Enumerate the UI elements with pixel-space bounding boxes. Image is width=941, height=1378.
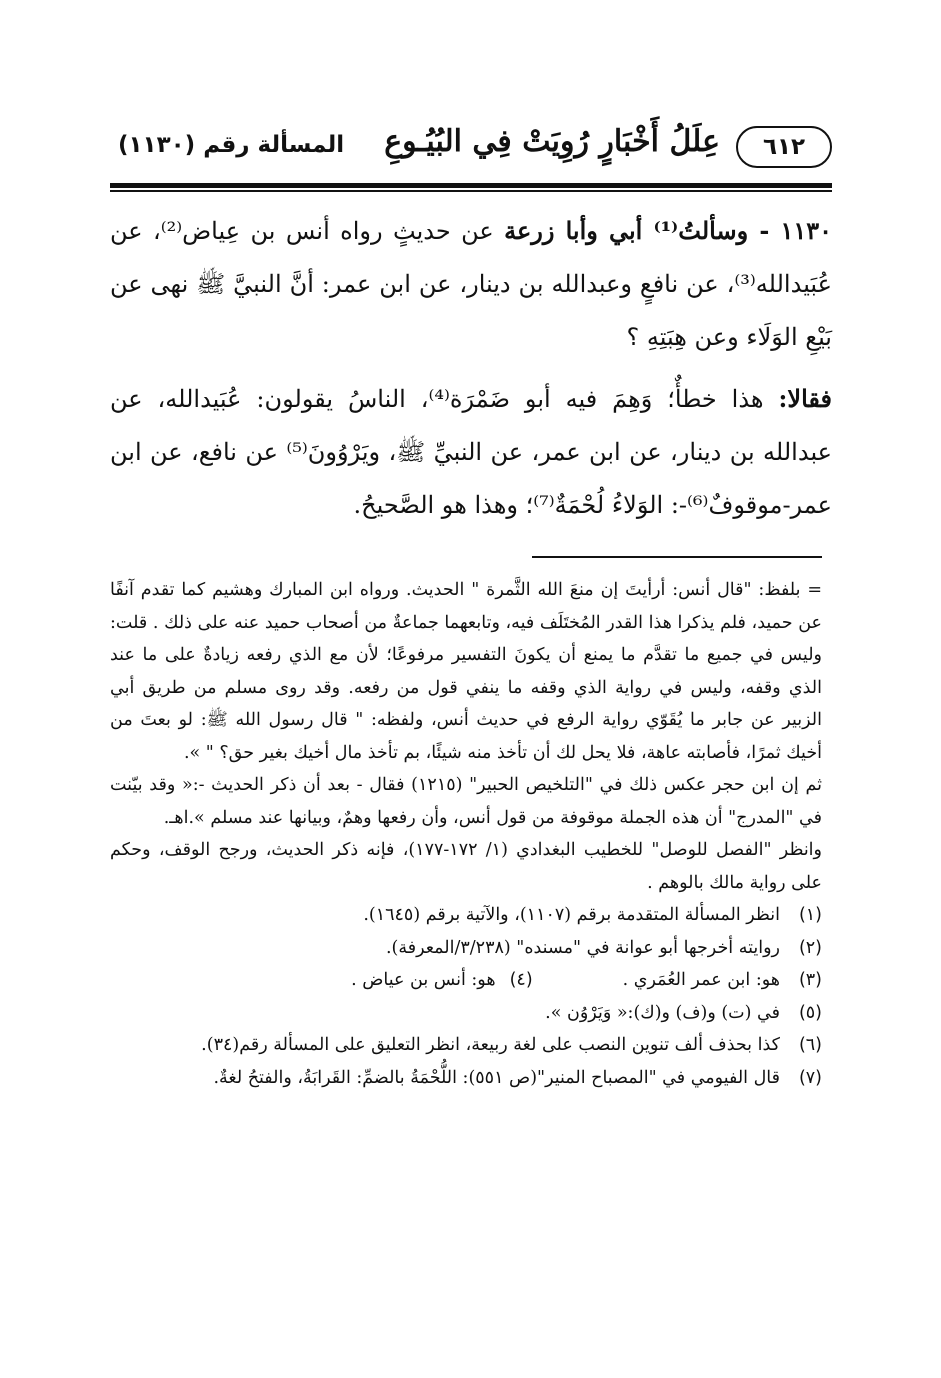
footnote-text: انظر المسألة المتقدمة برقم (١١٠٧)، والآتية برقم (١٦٤٥). xyxy=(363,905,780,925)
running-header xyxy=(110,122,832,180)
question-text: عن حديثٍ رواه أنس بن عِياض⁽²⁾، عن عُبَيدالله⁽³⁾، عن نافعٍ وعبدالله بن دينار، عن ابن عمر: أنَّ النبيَّ ﷺ نهى عن بَيْعِ الوَلَاء وعن هِبَتِهِ ؟ xyxy=(110,217,832,351)
main-text xyxy=(110,204,832,532)
book-title: عِلَلُ أَخْبَارٍ رُوِيَتْ فِي البُيُـوعِ xyxy=(384,124,720,159)
footnote-text: كذا بحذف ألف تنوين النصب على لغة ربيعة، انظر التعليق على المسألة رقم(٣٤). xyxy=(201,1035,780,1055)
header-rule-thick xyxy=(110,183,832,188)
footnote-number: (٤) xyxy=(509,970,533,990)
footnote-3 xyxy=(110,964,822,997)
footnote-continued-para: = بلفظ: "قال أنس: أرأيتَ إن منعَ الله الثَّمرة " الحديث. ورواه ابن المبارك وهشيم كما تقدم آنفًا عن حميد، فلم يذكرا هذا القدر المُختَلَف فيه، وتابعهما جماعةٌ من أصحاب حميد عنه على ذلك . قلت: وليس في جميع ما تقدَّم ما يمنع أن يكونَ التفسير مرفوعًا؛ لأن مع الذي رفعه زيادةٌ على ما عند الذي وقفه، وليس في رواية الذي وقفه ما ينفي قول من رفعه. وقد روى مسلم من طريق أبي الزبير عن جابر ما يُقَوّي رواية الرفع في حديث أنس، ولفظه: " قال رسول الله ﷺ: لو بعتَ من أخيك ثمرًا، فأصابته عاهة، فلا يحل لك أن تأخذ منه شيئًا، بم تأخذ مال أخيك بغير حق؟ " ». xyxy=(110,580,822,763)
footnote-5 xyxy=(110,997,822,1030)
footnote-continued-para: وانظر "الفصل للوصل" للخطيب البغدادي (١/ ١٧٢-١٧٧)، فإنه ذكر الحديث، ورجح الوقف، وحكم على رواية مالك بالوهم . xyxy=(110,840,822,893)
footnote-text: في (ت) و(ف) و(ك):« وَيَرْوُن ». xyxy=(545,1002,780,1023)
question-number: ١١٣٠ - وسألتُ⁽¹⁾ أبي وأبا زرعة xyxy=(504,216,832,245)
footnote-continued-para: ثم إن ابن حجر عكس ذلك في "التلخيص الحبير" (١٢١٥) فقال - بعد أن ذكر الحديث -:« وقد بيّنت في "المدرج" أن هذه الجملة موقوفة من قول أنس، وأن رفعها وهمٌ، وبيانها عند مسلم ».اهـ. xyxy=(110,775,822,828)
footnote-1 xyxy=(110,899,822,932)
footnote-separator xyxy=(532,556,822,558)
footnote-number: (١) xyxy=(798,905,822,925)
footnote-text: روايته أخرجها أبو عوانة في "مسنده" (٣/٢٣٨/المعرفة). xyxy=(385,937,780,958)
footnote-text: قال الفيومي في "المصباح المنير"(ص ٥٥١): اللُّحْمَةُ بالضمِّ: القَرابَةُ، والفتحُ لغةٌ. xyxy=(213,1067,780,1088)
header-rule-thin xyxy=(110,190,832,192)
footnote-number: (٢) xyxy=(798,937,822,958)
footnote-number: (٣) xyxy=(798,970,822,990)
footnote-7 xyxy=(110,1062,822,1095)
answer-paragraph xyxy=(110,372,832,532)
footnote-text: هو: ابن عمر العُمَري . xyxy=(622,970,780,990)
page-number-badge: ٦١٢ xyxy=(736,126,832,168)
footnotes xyxy=(110,574,822,1094)
answer-label: فقالا: xyxy=(778,384,832,413)
footnote-2 xyxy=(110,932,822,965)
footnote-6 xyxy=(110,1029,822,1062)
footnote-text: هو: أنس بن عياض . xyxy=(351,970,496,990)
footnote-number: (٦) xyxy=(798,1035,822,1055)
footnote-number: (٧) xyxy=(798,1067,822,1088)
question-paragraph xyxy=(110,204,832,364)
answer-text: هذا خطأٌ؛ وَهِمَ فيه أبو ضَمْرَة⁽⁴⁾، الناسُ يقولون: عُبَيدالله، عن عبدالله بن دينار، عن ابن عمر، عن النبيِّ ﷺ، ويَرْوُونَ⁽⁵⁾ عن نافع، عن ابن عمر-موقوفٌ⁽⁶⁾-: الوَلاءُ لُحْمَةٌ⁽⁷⁾؛ وهذا هو الصَّحيحُ. xyxy=(110,385,832,519)
footnote-number: (٥) xyxy=(798,1002,822,1023)
issue-label: المسألة رقم (١١٣٠) xyxy=(118,132,345,158)
